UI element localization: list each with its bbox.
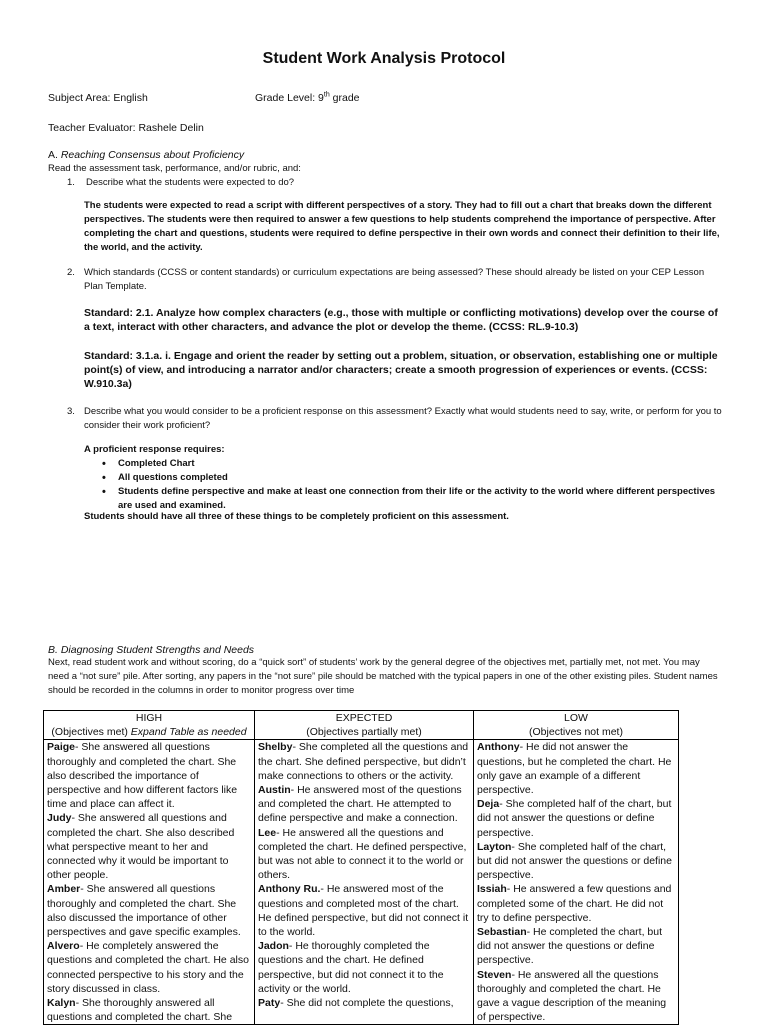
list-item: • Students define perspective and make at least one connection from their life or the activity to the world where different perspectives are used and examined. [84,485,724,513]
high-sub: (Objectives met) [51,726,131,739]
list-item [477,882,675,925]
high-header [44,711,255,740]
question-1: Describe what the students were expected to do? [86,177,295,188]
student-note: - She thoroughly answered all questions and completed the chart. She [47,997,233,1024]
student-name: Anthony [477,741,520,754]
student-note: - She completed all the questions and the chart. She defined perspective, but didn’t make connections to others or the activity. [258,741,469,782]
student-name: Alvero [47,940,80,953]
list-item [477,840,675,883]
list-item [258,882,470,939]
list-item [47,740,251,811]
student-name: Deja [477,798,500,811]
list-item: • All questions completed [84,471,724,485]
low-header [474,711,679,740]
expected-title: EXPECTED [335,712,393,724]
student-note: - He answered most of the questions and completed the chart. He attempted to define perspective and make a connection. [258,784,462,825]
section-a-title: Reaching Consensus about Proficiency [60,149,245,161]
question-2: Which standards (CCSS or content standards) or curriculum expectations are being assessed? These should already be listed on your CEP Lesson Plan Template. [84,267,705,292]
high-sub-note: Expand Table as needed [130,726,247,739]
student-name: Layton [477,840,512,853]
standard-1: Standard: 2.1. Analyze how complex characters (e.g., those with multiple or conflicting motivations) develop over the course of a text, interact with other characters, and advance the plot or develop the theme. (CCSS: RL.9-10.3) [84,307,718,333]
student-note: - He answered all the questions and completed the chart. He defined perspective, but was not able to connect it to the world or others. [258,826,467,882]
student-note: - He answered all the questions thoroughly and completed the chart. He gave a vague description of the meaning of perspective. [477,968,667,1024]
list-item [47,996,251,1024]
table-header-row [44,711,679,740]
question-2-number: 2. [67,267,75,278]
student-name: Jadon [258,940,289,953]
proficient-footer: Students should have all three of these things to be completely proficient on this assessment. [84,511,509,522]
grade-level-text: Grade Level: 9 [255,92,324,104]
grade-level [255,91,360,105]
list-item: • Completed Chart [84,457,724,471]
high-column [44,740,255,1025]
student-note: - He answered most of the questions and completed most of the chart. He defined perspective, but did not connect it to the world. [258,883,469,939]
list-item [258,939,470,996]
list-item [477,797,675,840]
section-a-letter: A. [48,149,58,161]
section-b-letter: B. [48,644,58,656]
student-name: Austin [258,784,291,797]
table-row [44,740,679,1025]
list-item [477,740,675,797]
student-note: - She completed half of the chart, but did not answer the questions or define perspective. [477,840,672,882]
list-item [258,826,470,883]
list-item [477,968,675,1025]
student-note: - He thoroughly completed the questions and the chart. He defined perspective, but did not connect it to the activity or the world. [258,940,444,995]
standard-2: Standard: 3.1.a. i. Engage and orient the reader by setting out a problem, situation, or observation, establishing one or multiple point(s) of view, and introducing a narrator and/or characters; create a smooth progression of experiences or events. (CCSS: W.910.3a) [84,350,718,390]
student-name: Anthony Ru. [258,883,321,896]
page-title: Student Work Analysis Protocol [262,50,506,67]
student-note: - He answered a few questions and completed some of the chart. He did not try to define perspective. [477,883,672,924]
student-name: Judy [47,812,72,825]
student-name: Paige [47,741,76,754]
student-name: Amber [47,883,81,896]
list-item [477,925,675,968]
grade-level-sup: th [323,91,330,99]
section-b-heading [48,643,254,657]
student-note: - She answered all questions and completed the chart. She also described what perspective meant to her and connected why it would be important to other people. [47,812,235,882]
subject-area: Subject Area: English [48,92,148,104]
question-1-number: 1. [67,177,75,188]
list-item [47,882,251,939]
question-3-number: 3. [67,406,75,417]
student-note: - He completely answered the questions and completed the chart. He also connected perspective to his story and the story discussed in class. [47,940,249,995]
section-a-intro: Read the assessment task, performance, and/or rubric, and: [48,163,301,174]
section-a-heading [48,148,244,162]
student-sort-table [43,710,679,1025]
high-title: HIGH [135,712,163,724]
student-name: Steven [477,968,512,981]
student-note: - She completed half of the chart, but did not answer the questions or define perspective. [477,798,672,839]
list-item [47,939,251,996]
list-item [258,740,470,783]
student-name: Issiah [477,883,507,896]
student-note: - He did not answer the questions, but he completed the chart. He only gave an example of a different perspective. [477,741,672,797]
proficient-list [84,457,724,513]
student-name: Kalyn [47,997,76,1010]
student-note: - She answered all questions thoroughly and completed the chart. She also described the importance of perspective and how different factors like time and place can affect it. [47,741,238,811]
question-3: Describe what you would consider to be a proficient response on this assessment? Exactly what would students need to say, write, or perform for you to consider their work proficient? [84,406,722,431]
student-note: - She answered all questions thoroughly and completed the chart. She also discussed the importance of other perspectives and gave specific examples. [47,883,241,939]
student-name: Shelby [258,741,293,754]
high-subtitle [47,725,251,739]
teacher-evaluator: Teacher Evaluator: Rashele Delin [48,122,204,134]
list-item [47,811,251,882]
section-b-title: Diagnosing Student Strengths and Needs [60,644,255,656]
proficient-heading: A proficient response requires: [84,444,225,455]
expected-header [255,711,474,740]
low-title: LOW [564,712,588,724]
student-name: Sebastian [477,926,527,939]
student-note: - She did not complete the questions, [280,997,454,1010]
answer-1: The students were expected to read a script with different perspectives of a story. They had to fill out a chart that breaks down the different perspectives. The students were then required to answer a few questions to help students comprehend the importance of perspective. After completing the chart and questions, students were required to define perspective in their own words and connect their definition to their life, the world, and the activity. [84,200,720,253]
student-name: Lee [258,826,277,839]
low-column [474,740,679,1025]
student-name: Paty [258,997,281,1010]
list-item [258,783,470,826]
low-sub: (Objectives not met) [529,726,623,739]
list-item [258,996,470,1010]
student-note: - He completed the chart, but did not answer the questions or define perspective. [477,926,663,967]
section-b-intro: Next, read student work and without scoring, do a “quick sort” of students’ work by the general degree of the objectives met, partially met, not met. You may need a “not sure” pile. After sorting, any papers in the “not sure” pile should be matched with the typical papers in one of the other existing piles. Student names should be recorded in the columns in order to monitor progress over time [48,657,718,696]
expected-column [255,740,474,1025]
expected-sub: (Objectives partially met) [306,726,422,739]
grade-level-suffix: grade [329,92,360,104]
